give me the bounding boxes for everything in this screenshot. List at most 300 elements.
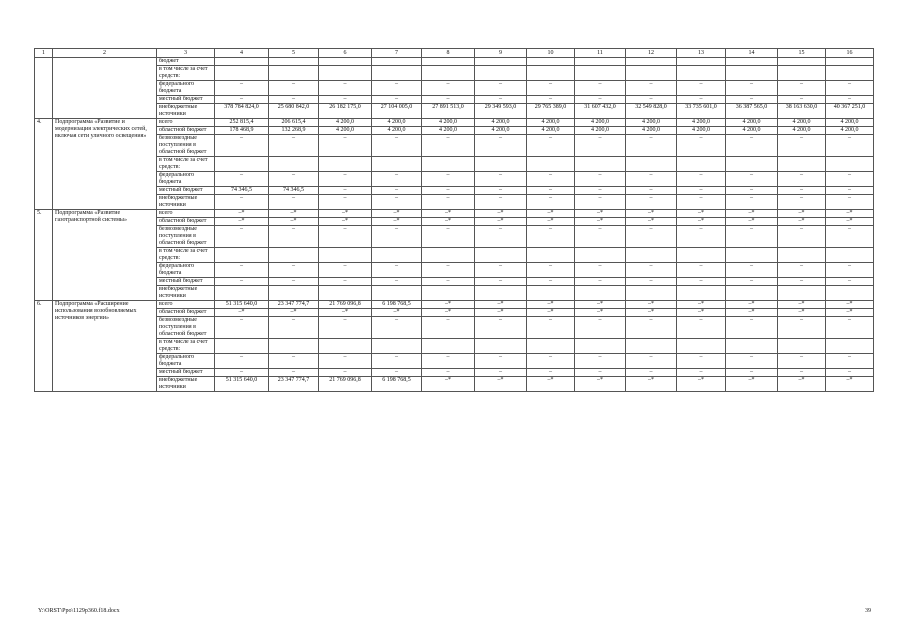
amount-cell: –* bbox=[826, 210, 874, 218]
amount-cell: – bbox=[215, 263, 269, 278]
amount-cell bbox=[475, 58, 527, 66]
amount-cell: – bbox=[677, 187, 726, 195]
table-row bbox=[35, 286, 874, 301]
column-number: 6 bbox=[319, 49, 372, 58]
amount-cell: – bbox=[422, 172, 475, 187]
amount-cell: – bbox=[372, 263, 422, 278]
amount-cell bbox=[422, 339, 475, 354]
amount-cell: – bbox=[269, 354, 319, 369]
table-row bbox=[35, 127, 874, 135]
amount-cell bbox=[626, 58, 677, 66]
amount-cell: 4 200,0 bbox=[422, 127, 475, 135]
amount-cell bbox=[677, 339, 726, 354]
amount-cell: – bbox=[826, 172, 874, 187]
amount-cell: –* bbox=[726, 301, 778, 309]
amount-cell bbox=[319, 339, 372, 354]
amount-cell: – bbox=[626, 135, 677, 157]
amount-cell: –* bbox=[778, 218, 826, 226]
amount-cell: – bbox=[527, 135, 575, 157]
amount-cell: – bbox=[826, 81, 874, 96]
table-row bbox=[35, 317, 874, 339]
amount-cell: –* bbox=[677, 309, 726, 317]
amount-cell bbox=[826, 248, 874, 263]
table-row bbox=[35, 339, 874, 354]
amount-cell: –* bbox=[475, 309, 527, 317]
amount-cell bbox=[677, 286, 726, 301]
amount-cell bbox=[527, 157, 575, 172]
amount-cell bbox=[475, 157, 527, 172]
funding-source: местный бюджет bbox=[157, 187, 215, 195]
amount-cell: 4 200,0 bbox=[422, 119, 475, 127]
amount-cell: – bbox=[475, 278, 527, 286]
amount-cell: 6 198 768,5 bbox=[372, 377, 422, 392]
amount-cell: – bbox=[269, 369, 319, 377]
amount-cell: – bbox=[575, 317, 626, 339]
amount-cell: – bbox=[372, 226, 422, 248]
amount-cell: –* bbox=[527, 218, 575, 226]
table-row bbox=[35, 135, 874, 157]
amount-cell: – bbox=[422, 369, 475, 377]
amount-cell bbox=[726, 339, 778, 354]
amount-cell bbox=[475, 248, 527, 263]
amount-cell: –* bbox=[826, 218, 874, 226]
amount-cell: 206 615,4 bbox=[269, 119, 319, 127]
amount-cell: – bbox=[422, 96, 475, 104]
amount-cell: – bbox=[575, 135, 626, 157]
amount-cell bbox=[215, 248, 269, 263]
amount-cell bbox=[215, 58, 269, 66]
amount-cell bbox=[269, 339, 319, 354]
amount-cell bbox=[269, 248, 319, 263]
column-number: 1 bbox=[35, 49, 53, 58]
amount-cell: 29 349 593,0 bbox=[475, 104, 527, 119]
amount-cell: 40 367 251,0 bbox=[826, 104, 874, 119]
funding-source: в том числе за счет средств: bbox=[157, 248, 215, 263]
amount-cell: – bbox=[626, 96, 677, 104]
amount-cell: –* bbox=[677, 301, 726, 309]
amount-cell bbox=[726, 286, 778, 301]
amount-cell: 4 200,0 bbox=[677, 119, 726, 127]
amount-cell: – bbox=[778, 226, 826, 248]
amount-cell: – bbox=[575, 172, 626, 187]
amount-cell: 4 200,0 bbox=[475, 127, 527, 135]
amount-cell bbox=[422, 248, 475, 263]
amount-cell bbox=[372, 58, 422, 66]
amount-cell: –* bbox=[575, 301, 626, 309]
amount-cell: – bbox=[575, 369, 626, 377]
amount-cell bbox=[319, 286, 372, 301]
amount-cell: – bbox=[726, 317, 778, 339]
amount-cell bbox=[677, 248, 726, 263]
amount-cell: 26 182 175,0 bbox=[319, 104, 372, 119]
column-number: 2 bbox=[53, 49, 157, 58]
amount-cell: – bbox=[826, 135, 874, 157]
amount-cell: – bbox=[826, 354, 874, 369]
amount-cell: –* bbox=[726, 210, 778, 218]
amount-cell: – bbox=[319, 278, 372, 286]
amount-cell: 25 680 842,0 bbox=[269, 104, 319, 119]
amount-cell: – bbox=[475, 187, 527, 195]
amount-cell: – bbox=[527, 278, 575, 286]
amount-cell bbox=[422, 58, 475, 66]
amount-cell: – bbox=[319, 354, 372, 369]
amount-cell bbox=[215, 339, 269, 354]
amount-cell: 4 200,0 bbox=[475, 119, 527, 127]
amount-cell: – bbox=[626, 172, 677, 187]
amount-cell: 33 735 601,0 bbox=[677, 104, 726, 119]
amount-cell: 27 104 005,0 bbox=[372, 104, 422, 119]
amount-cell: – bbox=[726, 226, 778, 248]
amount-cell: 4 200,0 bbox=[319, 119, 372, 127]
amount-cell: 4 200,0 bbox=[726, 119, 778, 127]
amount-cell: 21 769 096,8 bbox=[319, 301, 372, 309]
amount-cell: 4 200,0 bbox=[372, 127, 422, 135]
amount-cell: – bbox=[575, 96, 626, 104]
amount-cell: – bbox=[677, 226, 726, 248]
column-number: 10 bbox=[527, 49, 575, 58]
amount-cell bbox=[475, 339, 527, 354]
amount-cell: –* bbox=[778, 309, 826, 317]
funding-source: безвозмездные поступления в областной бюджет bbox=[157, 135, 215, 157]
amount-cell: – bbox=[575, 81, 626, 96]
amount-cell: 4 200,0 bbox=[626, 119, 677, 127]
amount-cell: –* bbox=[422, 218, 475, 226]
amount-cell bbox=[372, 66, 422, 81]
amount-cell: – bbox=[527, 172, 575, 187]
amount-cell bbox=[626, 66, 677, 81]
table-row bbox=[35, 248, 874, 263]
amount-cell: – bbox=[319, 172, 372, 187]
amount-cell: – bbox=[475, 96, 527, 104]
amount-cell: – bbox=[778, 96, 826, 104]
amount-cell: – bbox=[826, 187, 874, 195]
amount-cell: – bbox=[677, 317, 726, 339]
amount-cell bbox=[475, 286, 527, 301]
amount-cell: 4 200,0 bbox=[372, 119, 422, 127]
amount-cell: – bbox=[778, 195, 826, 210]
amount-cell: – bbox=[422, 195, 475, 210]
amount-cell: – bbox=[677, 354, 726, 369]
amount-cell: – bbox=[319, 226, 372, 248]
amount-cell: –* bbox=[475, 377, 527, 392]
amount-cell: 38 163 630,0 bbox=[778, 104, 826, 119]
amount-cell: –* bbox=[372, 309, 422, 317]
amount-cell: – bbox=[319, 263, 372, 278]
amount-cell: 4 200,0 bbox=[527, 119, 575, 127]
amount-cell: – bbox=[677, 172, 726, 187]
amount-cell: – bbox=[677, 81, 726, 96]
amount-cell: –* bbox=[677, 377, 726, 392]
amount-cell: – bbox=[372, 96, 422, 104]
amount-cell: – bbox=[626, 369, 677, 377]
amount-cell: – bbox=[826, 263, 874, 278]
table-row bbox=[35, 157, 874, 172]
amount-cell: – bbox=[527, 226, 575, 248]
page-number: 39 bbox=[865, 608, 871, 614]
amount-cell bbox=[626, 286, 677, 301]
amount-cell bbox=[215, 286, 269, 301]
funding-source: в том числе за счет средств: bbox=[157, 66, 215, 81]
amount-cell: – bbox=[269, 96, 319, 104]
amount-cell: –* bbox=[475, 301, 527, 309]
amount-cell: – bbox=[778, 278, 826, 286]
amount-cell: 4 200,0 bbox=[778, 127, 826, 135]
amount-cell: – bbox=[726, 96, 778, 104]
subprogram-name bbox=[53, 58, 157, 119]
amount-cell: –* bbox=[778, 377, 826, 392]
amount-cell: 132 268,9 bbox=[269, 127, 319, 135]
table-row bbox=[35, 81, 874, 96]
amount-cell: – bbox=[269, 172, 319, 187]
table-row bbox=[35, 210, 874, 218]
funding-source: областной бюджет bbox=[157, 309, 215, 317]
amount-cell bbox=[319, 58, 372, 66]
amount-cell: –* bbox=[626, 301, 677, 309]
amount-cell bbox=[726, 58, 778, 66]
amount-cell: – bbox=[319, 369, 372, 377]
funding-source: внебюджетные источники bbox=[157, 377, 215, 392]
amount-cell: –* bbox=[527, 377, 575, 392]
amount-cell: – bbox=[215, 195, 269, 210]
amount-cell: – bbox=[778, 317, 826, 339]
amount-cell bbox=[372, 248, 422, 263]
amount-cell: 4 200,0 bbox=[677, 127, 726, 135]
amount-cell: – bbox=[372, 317, 422, 339]
amount-cell: – bbox=[726, 354, 778, 369]
amount-cell: – bbox=[319, 187, 372, 195]
amount-cell: – bbox=[677, 263, 726, 278]
amount-cell: – bbox=[726, 81, 778, 96]
table-row bbox=[35, 263, 874, 278]
amount-cell: – bbox=[475, 172, 527, 187]
amount-cell bbox=[826, 339, 874, 354]
amount-cell: –* bbox=[319, 309, 372, 317]
amount-cell: – bbox=[626, 317, 677, 339]
amount-cell bbox=[677, 58, 726, 66]
column-number: 16 bbox=[826, 49, 874, 58]
funding-source: внебюджетные источники bbox=[157, 104, 215, 119]
amount-cell: – bbox=[422, 135, 475, 157]
amount-cell: 6 198 768,5 bbox=[372, 301, 422, 309]
amount-cell bbox=[778, 339, 826, 354]
section-number: 6. bbox=[35, 301, 53, 392]
amount-cell bbox=[826, 286, 874, 301]
amount-cell: –* bbox=[422, 309, 475, 317]
table-row bbox=[35, 58, 874, 66]
amount-cell: – bbox=[319, 195, 372, 210]
amount-cell: – bbox=[726, 187, 778, 195]
amount-cell: –* bbox=[778, 301, 826, 309]
funding-source: всего bbox=[157, 301, 215, 309]
column-number: 7 bbox=[372, 49, 422, 58]
amount-cell: – bbox=[726, 172, 778, 187]
amount-cell: – bbox=[626, 187, 677, 195]
amount-cell: – bbox=[626, 226, 677, 248]
subprogram-name: Подпрограмма «Расширение использования возобновляемых источников энергии» bbox=[53, 301, 157, 392]
amount-cell bbox=[372, 286, 422, 301]
amount-cell: –* bbox=[269, 309, 319, 317]
amount-cell: 4 200,0 bbox=[626, 127, 677, 135]
table-row bbox=[35, 119, 874, 127]
amount-cell: – bbox=[726, 195, 778, 210]
amount-cell: – bbox=[575, 187, 626, 195]
amount-cell: – bbox=[575, 278, 626, 286]
amount-cell bbox=[778, 66, 826, 81]
amount-cell: –* bbox=[575, 218, 626, 226]
amount-cell: – bbox=[778, 135, 826, 157]
amount-cell: – bbox=[778, 369, 826, 377]
funding-source: всего bbox=[157, 210, 215, 218]
amount-cell: – bbox=[269, 81, 319, 96]
amount-cell bbox=[372, 339, 422, 354]
funding-source: в том числе за счет средств: bbox=[157, 339, 215, 354]
amount-cell: –* bbox=[575, 309, 626, 317]
amount-cell: – bbox=[475, 135, 527, 157]
amount-cell bbox=[726, 66, 778, 81]
amount-cell bbox=[626, 248, 677, 263]
amount-cell bbox=[422, 157, 475, 172]
amount-cell: – bbox=[626, 263, 677, 278]
amount-cell: –* bbox=[726, 218, 778, 226]
amount-cell: 178 468,9 bbox=[215, 127, 269, 135]
amount-cell bbox=[422, 66, 475, 81]
amount-cell: –* bbox=[677, 218, 726, 226]
amount-cell bbox=[527, 66, 575, 81]
amount-cell: – bbox=[527, 263, 575, 278]
amount-cell bbox=[215, 157, 269, 172]
amount-cell: – bbox=[527, 317, 575, 339]
amount-cell bbox=[475, 66, 527, 81]
column-number: 3 bbox=[157, 49, 215, 58]
amount-cell: – bbox=[527, 369, 575, 377]
amount-cell: – bbox=[626, 278, 677, 286]
amount-cell bbox=[422, 286, 475, 301]
amount-cell: 21 769 096,8 bbox=[319, 377, 372, 392]
amount-cell bbox=[319, 66, 372, 81]
amount-cell: –* bbox=[527, 309, 575, 317]
amount-cell: –* bbox=[826, 377, 874, 392]
amount-cell: – bbox=[626, 195, 677, 210]
amount-cell: – bbox=[215, 135, 269, 157]
amount-cell: – bbox=[527, 354, 575, 369]
amount-cell: – bbox=[826, 369, 874, 377]
column-number: 12 bbox=[626, 49, 677, 58]
amount-cell bbox=[778, 157, 826, 172]
amount-cell: –* bbox=[269, 210, 319, 218]
funding-source: внебюджетные источники bbox=[157, 195, 215, 210]
amount-cell: – bbox=[826, 317, 874, 339]
funding-source: местный бюджет bbox=[157, 369, 215, 377]
amount-cell: –* bbox=[626, 377, 677, 392]
amount-cell: – bbox=[778, 263, 826, 278]
amount-cell: – bbox=[778, 354, 826, 369]
amount-cell: –* bbox=[475, 218, 527, 226]
table-row bbox=[35, 218, 874, 226]
amount-cell: – bbox=[475, 369, 527, 377]
amount-cell: – bbox=[215, 172, 269, 187]
funding-source: федерального бюджета bbox=[157, 354, 215, 369]
amount-cell bbox=[527, 286, 575, 301]
column-number: 15 bbox=[778, 49, 826, 58]
amount-cell bbox=[575, 286, 626, 301]
amount-cell: – bbox=[826, 96, 874, 104]
funding-source: федерального бюджета bbox=[157, 263, 215, 278]
amount-cell: 51 315 640,0 bbox=[215, 301, 269, 309]
amount-cell: – bbox=[475, 317, 527, 339]
amount-cell: 29 765 389,0 bbox=[527, 104, 575, 119]
amount-cell: –* bbox=[626, 309, 677, 317]
amount-cell: – bbox=[215, 317, 269, 339]
funding-source: внебюджетные источники bbox=[157, 286, 215, 301]
column-number: 13 bbox=[677, 49, 726, 58]
amount-cell: – bbox=[726, 369, 778, 377]
amount-cell: – bbox=[372, 369, 422, 377]
amount-cell: –* bbox=[677, 210, 726, 218]
subprogram-name: Подпрограмма «Развитие и модернизация электрических сетей, включая сети уличного освещения» bbox=[53, 119, 157, 210]
amount-cell: – bbox=[269, 195, 319, 210]
amount-cell: –* bbox=[372, 210, 422, 218]
amount-cell: –* bbox=[726, 377, 778, 392]
amount-cell: 23 347 774,7 bbox=[269, 377, 319, 392]
amount-cell: 32 549 828,0 bbox=[626, 104, 677, 119]
amount-cell: – bbox=[677, 369, 726, 377]
amount-cell: – bbox=[626, 81, 677, 96]
amount-cell: – bbox=[372, 135, 422, 157]
table-row bbox=[35, 301, 874, 309]
column-number: 4 bbox=[215, 49, 269, 58]
amount-cell bbox=[826, 58, 874, 66]
table-row bbox=[35, 278, 874, 286]
amount-cell: – bbox=[372, 187, 422, 195]
amount-cell bbox=[726, 157, 778, 172]
section-number: 5. bbox=[35, 210, 53, 301]
amount-cell bbox=[372, 157, 422, 172]
amount-cell: 378 784 824,0 bbox=[215, 104, 269, 119]
amount-cell: –* bbox=[778, 210, 826, 218]
column-number: 11 bbox=[575, 49, 626, 58]
amount-cell bbox=[269, 157, 319, 172]
section-number: 4. bbox=[35, 119, 53, 210]
amount-cell: –* bbox=[626, 218, 677, 226]
amount-cell: – bbox=[319, 135, 372, 157]
amount-cell: –* bbox=[215, 309, 269, 317]
amount-cell: – bbox=[422, 278, 475, 286]
table-row bbox=[35, 195, 874, 210]
amount-cell: – bbox=[826, 195, 874, 210]
funding-source: областной бюджет bbox=[157, 218, 215, 226]
amount-cell: –* bbox=[422, 301, 475, 309]
table-row bbox=[35, 354, 874, 369]
amount-cell: – bbox=[319, 81, 372, 96]
subprogram-name: Подпрограмма «Развитие газотранспортной системы» bbox=[53, 210, 157, 301]
table-row bbox=[35, 66, 874, 81]
funding-source: безвозмездные поступления в областной бюджет bbox=[157, 226, 215, 248]
funding-source: федерального бюджета bbox=[157, 172, 215, 187]
amount-cell: 4 200,0 bbox=[826, 119, 874, 127]
amount-cell bbox=[626, 157, 677, 172]
amount-cell: – bbox=[575, 354, 626, 369]
amount-cell: – bbox=[372, 172, 422, 187]
amount-cell bbox=[726, 248, 778, 263]
amount-cell: –* bbox=[726, 309, 778, 317]
column-number: 9 bbox=[475, 49, 527, 58]
amount-cell bbox=[677, 66, 726, 81]
amount-cell: – bbox=[372, 278, 422, 286]
amount-cell: –* bbox=[527, 301, 575, 309]
amount-cell: – bbox=[422, 263, 475, 278]
column-number: 8 bbox=[422, 49, 475, 58]
amount-cell: 4 200,0 bbox=[527, 127, 575, 135]
